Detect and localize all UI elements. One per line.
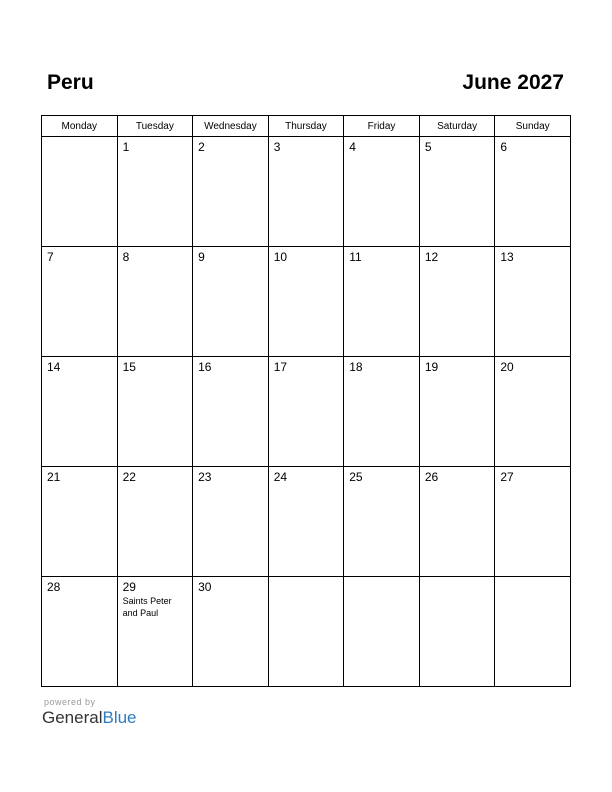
day-cell [495, 467, 571, 577]
day-cell [42, 467, 118, 577]
day-number: 29 [122, 580, 136, 594]
day-number: 10 [273, 250, 288, 264]
day-cell [419, 247, 495, 357]
day-cell [344, 247, 420, 357]
weekday-header-friday: Friday [344, 116, 420, 137]
weekday-header-sunday: Sunday [495, 116, 571, 137]
day-number: 23 [198, 470, 212, 484]
weekday-header-monday: Monday [42, 116, 118, 137]
day-number [420, 577, 495, 580]
day-cell [419, 577, 495, 687]
day-number: 3 [273, 140, 281, 154]
day-cell [42, 577, 118, 687]
day-number: 1 [122, 140, 130, 154]
weekday-header-row [42, 116, 571, 137]
day-number: 12 [424, 250, 439, 264]
day-cell [495, 577, 571, 687]
day-cell [117, 577, 193, 687]
day-cell [344, 137, 420, 247]
day-number: 11 [349, 250, 362, 264]
day-number: 22 [122, 470, 136, 484]
day-cell [193, 357, 269, 467]
day-cell [495, 247, 571, 357]
day-number: 20 [500, 360, 514, 374]
day-number [495, 577, 570, 580]
day-cell [193, 577, 269, 687]
day-cell [117, 357, 193, 467]
week-row [42, 247, 571, 357]
day-cell [268, 357, 344, 467]
day-cell [42, 137, 118, 247]
day-number: 21 [47, 470, 61, 484]
day-cell [42, 357, 118, 467]
day-cell [42, 247, 118, 357]
day-number: 5 [424, 140, 432, 154]
brand-blue-text: Blue [102, 708, 137, 727]
day-number: 18 [349, 360, 363, 374]
day-cell [344, 577, 420, 687]
brand-general-text: General [42, 708, 103, 727]
day-cell [268, 247, 344, 357]
day-number: 28 [47, 580, 61, 594]
day-cell [419, 357, 495, 467]
day-cell [268, 467, 344, 577]
day-number: 6 [500, 140, 508, 154]
day-number [344, 577, 419, 580]
day-cell [193, 137, 269, 247]
day-cell [419, 467, 495, 577]
day-cell [117, 247, 193, 357]
generalblue-logo[interactable] [42, 708, 137, 728]
day-number: 8 [122, 250, 130, 264]
day-number: 17 [273, 360, 288, 374]
day-number: 25 [349, 470, 363, 484]
day-cell [268, 137, 344, 247]
day-number [42, 137, 117, 140]
day-number: 30 [198, 580, 212, 594]
day-number: 13 [500, 250, 514, 264]
day-number: 24 [273, 470, 288, 484]
powered-by-label: powered by [44, 697, 96, 707]
week-row [42, 467, 571, 577]
day-number: 9 [198, 250, 205, 264]
day-number: 16 [198, 360, 212, 374]
weekday-header-tuesday: Tuesday [117, 116, 193, 137]
week-row [42, 357, 571, 467]
day-number: 14 [47, 360, 61, 374]
day-number: 27 [500, 470, 514, 484]
day-cell [193, 467, 269, 577]
country-title: Peru [47, 71, 94, 94]
day-cell [344, 467, 420, 577]
day-number: 7 [47, 250, 54, 264]
day-cell [419, 137, 495, 247]
day-number: 2 [198, 140, 205, 154]
day-cell [193, 247, 269, 357]
weekday-header-thursday: Thursday [268, 116, 344, 137]
weekday-header-saturday: Saturday [419, 116, 495, 137]
day-number: 15 [122, 360, 136, 374]
day-cell [117, 467, 193, 577]
day-cell [495, 357, 571, 467]
day-cell [344, 357, 420, 467]
weekday-header-wednesday: Wednesday [193, 116, 269, 137]
day-number: 26 [424, 470, 439, 484]
day-number [269, 577, 344, 580]
calendar-grid [41, 115, 571, 687]
day-number: 4 [349, 140, 356, 154]
day-number: 19 [424, 360, 439, 374]
week-row [42, 577, 571, 687]
day-cell [495, 137, 571, 247]
week-row [42, 137, 571, 247]
day-cell [117, 137, 193, 247]
day-cell [268, 577, 344, 687]
month-title: June 2027 [462, 71, 564, 94]
holiday-label: Saints Peter and Paul [122, 596, 172, 618]
